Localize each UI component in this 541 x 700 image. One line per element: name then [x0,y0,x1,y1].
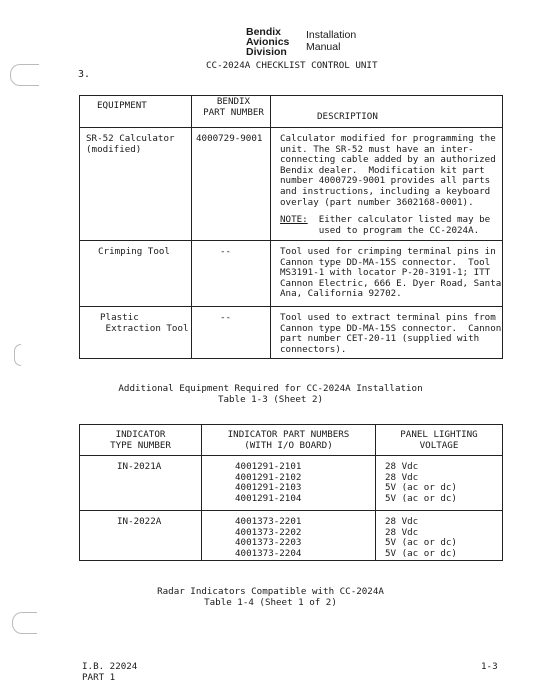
brand-line: Division [246,46,287,58]
equipment-cell: SR-52 Calculator (modified) [80,128,192,241]
manual-line: Manual [306,40,341,53]
part-numbers-cell: 4001291-2101 4001291-2102 4001291-2103 4001291-2104 [202,456,376,511]
description-cell: Tool used to extract terminal pins from Cannon type DD-MA-15S connector. Cannon part number CET-20-11 (supplied with connectors). [271,307,503,359]
footer-document-id: I.B. 22024 PART 1 [82,661,138,683]
header-cell-part-number: BENDIX PART NUMBER [192,96,271,128]
equipment-cell: Plastic Extraction Tool [80,307,192,359]
manual-line: Installation [306,29,357,41]
header-cell-description: DESCRIPTION [271,96,503,128]
indicator-cell: IN-2021A [80,456,202,511]
header-cell-equipment: EQUIPMENT [80,96,192,128]
brand-line: Bendix [246,26,282,38]
equipment-table [79,95,503,359]
table-row [80,241,503,307]
header-cell-indicator: INDICATOR TYPE NUMBER [80,425,202,456]
binder-hole-mark-middle [14,344,21,366]
table-row [80,456,503,511]
note-text: Either calculator listed may be used to program the CC-2024A. [318,214,491,236]
table-row [80,511,503,561]
binder-hole-mark-bottom [12,612,37,634]
table-header-row [80,96,503,128]
note [271,208,502,236]
document-title: CC-2024A CHECKLIST CONTROL UNIT [206,60,378,71]
note-label: NOTE: [280,214,308,226]
part-number-cell: -- [192,241,271,307]
table-row [80,128,503,241]
voltage-cell: 28 Vdc 28 Vdc 5V (ac or dc) 5V (ac or dc) [376,456,503,511]
description-cell: Tool used for crimping terminal pins in Cannon type DD-MA-15S connector. Tool MS3191-1 with locator P-20-3191-1; ITT Cannon Electric, 666 E. Dyer Road, Santa Ana, California 92702. [271,241,503,307]
brand-line: Avionics [246,36,290,48]
equipment-cell: Crimping Tool [80,241,192,307]
table-header-row [80,425,503,456]
header-cell-part-numbers: INDICATOR PART NUMBERS (WITH I/O BOARD) [202,425,376,456]
radar-indicator-table [79,424,503,561]
voltage-cell: 28 Vdc 28 Vdc 5V (ac or dc) 5V (ac or dc) [376,511,503,561]
part-number-cell: -- [192,307,271,359]
description-cell: Calculator modified for programming the unit. The SR-52 must have an inter- connecting cable added by an authorized Bendix dealer. Modification kit part number 4000729-9001 provides all parts and instructions, including a keyboard overlay (part number 3602168-0001). NOTE: Either calculator listed may be used to program the CC-2024A. [271,128,503,241]
section-number: 3. [78,69,91,80]
table-row [80,307,503,359]
table-caption: Additional Equipment Required for CC-2024A Installation Table 1-3 (Sheet 2) [118,383,423,405]
indicator-cell: IN-2022A [80,511,202,561]
manual-type [306,30,356,53]
table-caption: Radar Indicators Compatible with CC-2024A Table 1-4 (Sheet 1 of 2) [157,586,384,608]
brand-logo-text [246,27,289,57]
header-cell-voltage: PANEL LIGHTING VOLTAGE [376,425,503,456]
page-number: 1-3 [481,661,498,672]
binder-hole-mark-top [10,64,39,86]
part-numbers-cell: 4001373-2201 4001373-2202 4001373-2203 4001373-2204 [202,511,376,561]
part-number-cell: 4000729-9001 [192,128,271,241]
